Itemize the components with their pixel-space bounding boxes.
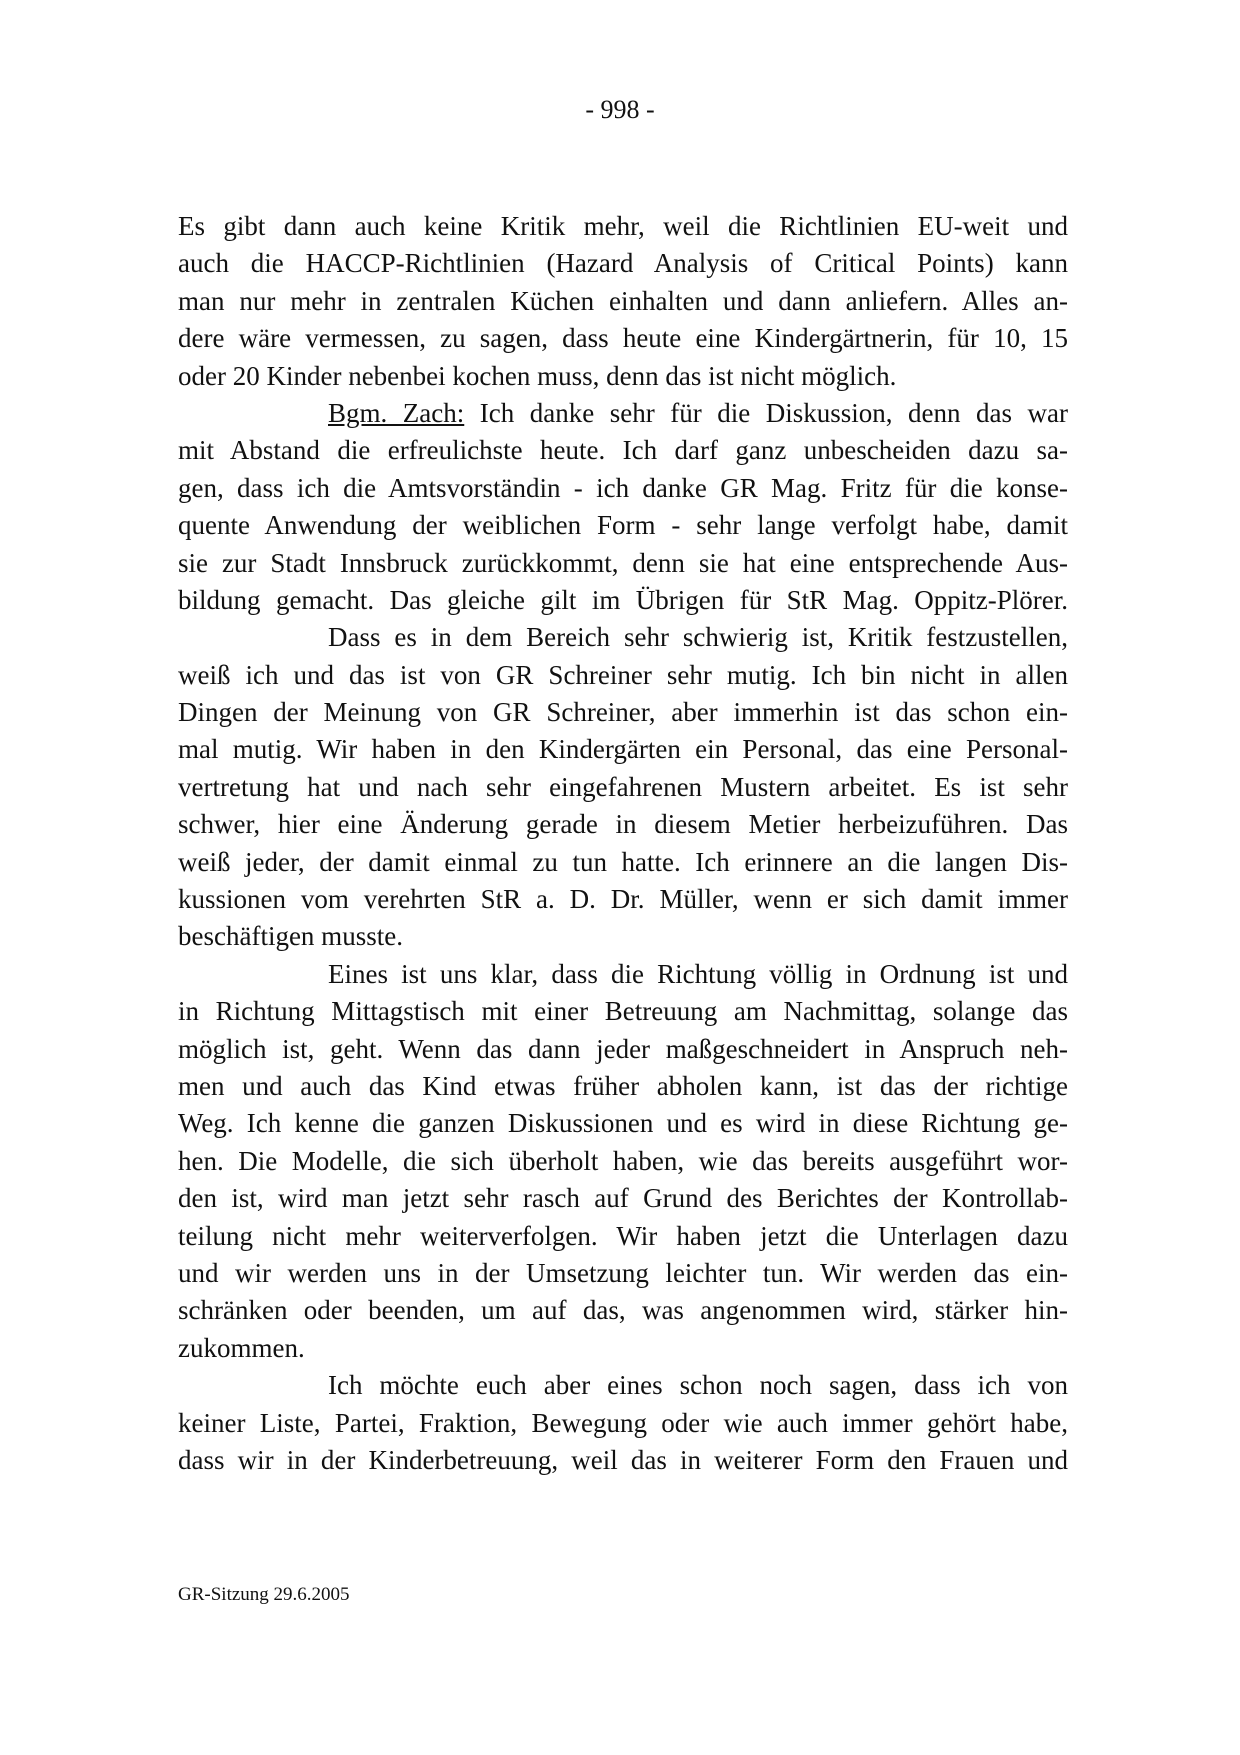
line-text: schwer, hier eine Änderung gerade in diesem Metier herbeizuführen. Das (178, 809, 1068, 840)
text-line (178, 507, 1068, 544)
line-text: Eines ist uns klar, dass die Richtung völlig in Ordnung ist und (328, 958, 1068, 989)
text-line (178, 769, 1068, 806)
line-text: weiß ich und das ist von GR Schreiner sehr mutig. Ich bin nicht in allen (178, 659, 1068, 690)
body-text (178, 208, 1068, 1479)
footer-session-date: GR-Sitzung 29.6.2005 (178, 1584, 350, 1605)
line-text: mal mutig. Wir haben in den Kindergärten ein Personal, das eine Personal- (178, 734, 1068, 765)
text-line (178, 1405, 1068, 1442)
text-line (178, 358, 1068, 395)
line-text: schränken oder beenden, um auf das, was angenommen wird, stärker hin- (178, 1295, 1068, 1326)
line-text: auch die HACCP-Richtlinien (Hazard Analysis of Critical Points) kann (178, 248, 1068, 279)
line-text: Ich möchte euch aber eines schon noch sagen, dass ich von (328, 1370, 1068, 1401)
text-line (178, 881, 1068, 918)
text-line (178, 1292, 1068, 1329)
line-text: dere wäre vermessen, zu sagen, dass heute eine Kindergärtnerin, für 10, 15 (178, 323, 1068, 354)
line-text: bildung gemacht. Das gleiche gilt im Übrigen für StR Mag. Oppitz-Plörer. (178, 584, 1068, 615)
line-text: teilung nicht mehr weiterverfolgen. Wir haben jetzt die Unterlagen dazu (178, 1220, 1068, 1251)
text-line (178, 545, 1068, 582)
line-text: Weg. Ich kenne die ganzen Diskussionen und es wird in diese Richtung ge- (178, 1108, 1068, 1139)
text-line (178, 1330, 1068, 1367)
text-line (178, 1218, 1068, 1255)
line-text: man nur mehr in zentralen Küchen einhalten und dann anliefern. Alles an- (178, 285, 1068, 316)
line-text: in Richtung Mittagstisch mit einer Betreuung am Nachmittag, solange das (178, 996, 1068, 1027)
line-text: keiner Liste, Partei, Fraktion, Bewegung oder wie auch immer gehört habe, (178, 1407, 1068, 1438)
text-line (178, 245, 1068, 282)
text-line (178, 395, 1068, 432)
text-line (178, 918, 1068, 955)
text-line (178, 1180, 1068, 1217)
line-text: quente Anwendung der weiblichen Form - sehr lange verfolgt habe, damit (178, 510, 1068, 541)
line-text: dass wir in der Kinderbetreuung, weil das in weiterer Form den Frauen und (178, 1444, 1068, 1475)
text-line (178, 844, 1068, 881)
text-line (178, 806, 1068, 843)
text-line (178, 283, 1068, 320)
line-text: den ist, wird man jetzt sehr rasch auf Grund des Berichtes der Kontrollab- (178, 1183, 1068, 1214)
text-line (178, 1031, 1068, 1068)
line-text: und wir werden uns in der Umsetzung leichter tun. Wir werden das ein- (178, 1257, 1068, 1288)
line-text: Dingen der Meinung von GR Schreiner, aber immerhin ist das schon ein- (178, 697, 1068, 728)
line-text: beschäftigen musste. (178, 921, 403, 952)
line-text: gen, dass ich die Amtsvorständin - ich danke GR Mag. Fritz für die konse- (178, 472, 1068, 503)
line-text: mit Abstand die erfreulichste heute. Ich darf ganz unbescheiden dazu sa- (178, 435, 1068, 466)
text-line (178, 1143, 1068, 1180)
line-text: weiß jeder, der damit einmal zu tun hatte. Ich erinnere an die langen Dis- (178, 846, 1068, 877)
text-line (178, 657, 1068, 694)
line-text: Dass es in dem Bereich sehr schwierig ist, Kritik festzustellen, (328, 622, 1068, 653)
line-text: hen. Die Modelle, die sich überholt haben, wie das bereits ausgeführt wor- (178, 1145, 1068, 1176)
line-text: Es gibt dann auch keine Kritik mehr, weil die Richtlinien EU-weit und (178, 211, 1068, 241)
text-line (178, 694, 1068, 731)
line-text: möglich ist, geht. Wenn das dann jeder maßgeschneidert in Anspruch neh- (178, 1033, 1068, 1064)
line-text: vertretung hat und nach sehr eingefahrenen Mustern arbeitet. Es ist sehr (178, 771, 1068, 802)
line-text: zukommen. (178, 1332, 305, 1363)
text-line (178, 1255, 1068, 1292)
text-line (178, 208, 1068, 245)
line-text: oder 20 Kinder nebenbei kochen muss, denn das ist nicht möglich. (178, 360, 897, 391)
page-number: - 998 - (585, 95, 655, 124)
text-line (178, 1367, 1068, 1404)
text-line (178, 582, 1068, 619)
text-line (178, 619, 1068, 656)
text-line (178, 993, 1068, 1030)
line-text: men und auch das Kind etwas früher abholen kann, ist das der richtige (178, 1070, 1068, 1101)
text-line (178, 320, 1068, 357)
text-line (178, 1442, 1068, 1479)
text-line (178, 956, 1068, 993)
text-line (178, 432, 1068, 469)
line-text: sie zur Stadt Innsbruck zurückkommt, denn sie hat eine entsprechende Aus- (178, 547, 1068, 578)
text-line (178, 731, 1068, 768)
speaker-name: Bgm. Zach: (328, 397, 465, 428)
text-line (178, 1068, 1068, 1105)
line-text: kussionen vom verehrten StR a. D. Dr. Müller, wenn er sich damit immer (178, 884, 1068, 915)
text-line (178, 1105, 1068, 1142)
text-line (178, 470, 1068, 507)
line-text: Ich danke sehr für die Diskussion, denn das war (464, 397, 1068, 428)
